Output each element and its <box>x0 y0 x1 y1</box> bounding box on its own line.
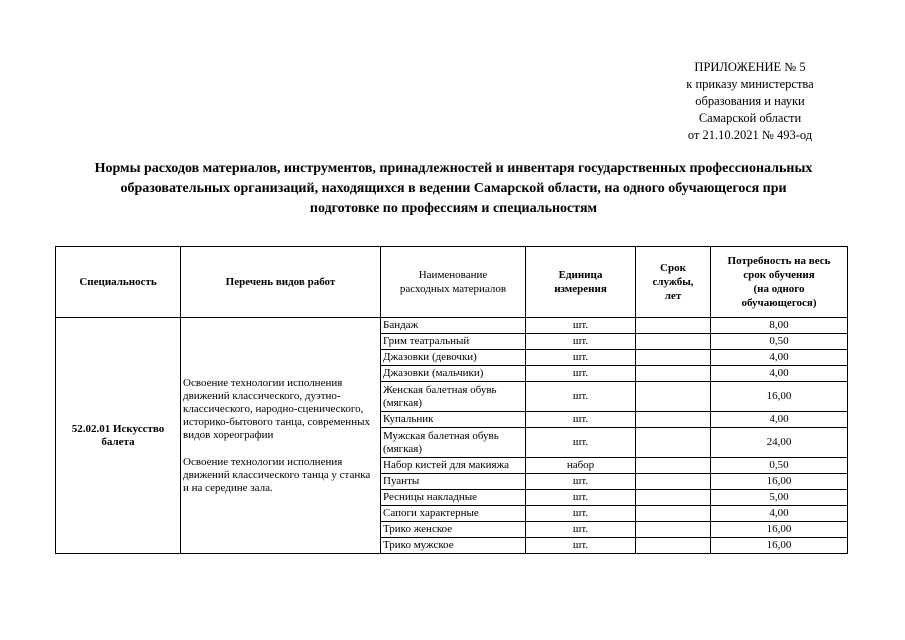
specialty-cell: 52.02.01 Искусство балета <box>56 318 181 554</box>
appendix-line: Самарской области <box>698 111 802 125</box>
unit-cell: шт. <box>526 382 636 412</box>
header-specialty: Специальность <box>56 247 181 318</box>
unit-cell: шт. <box>526 490 636 506</box>
material-name: Джазовки (девочки) <box>381 350 526 366</box>
unit-cell: шт. <box>526 366 636 382</box>
appendix-line: от 21.10.2021 № 493-од <box>687 128 813 142</box>
material-name: Мужская балетная обувь (мягкая) <box>381 428 526 458</box>
material-name: Сапоги характерные <box>381 506 526 522</box>
need-cell: 5,00 <box>711 490 848 506</box>
term-cell <box>636 474 711 490</box>
works-cell <box>181 318 381 554</box>
material-name: Бандаж <box>381 318 526 334</box>
term-cell <box>636 490 711 506</box>
appendix-block <box>640 59 860 144</box>
term-cell <box>636 382 711 412</box>
table-header-row <box>56 247 848 318</box>
header-unit: Единица измерения <box>526 247 636 318</box>
term-cell <box>636 366 711 382</box>
title-line: Нормы расходов материалов, инструментов, принадлежностей и инвентаря государственных профессиональных <box>94 161 813 176</box>
need-cell: 24,00 <box>711 428 848 458</box>
term-cell <box>636 522 711 538</box>
need-cell: 4,00 <box>711 350 848 366</box>
term-cell <box>636 350 711 366</box>
material-name: Ресницы накладные <box>381 490 526 506</box>
need-cell: 16,00 <box>711 522 848 538</box>
material-name: Грим театральный <box>381 334 526 350</box>
term-cell <box>636 428 711 458</box>
material-name: Набор кистей для макияжа <box>381 458 526 474</box>
material-name: Джазовки (мальчики) <box>381 366 526 382</box>
unit-cell: шт. <box>526 428 636 458</box>
table-row <box>56 318 848 334</box>
unit-cell: шт. <box>526 350 636 366</box>
term-cell <box>636 538 711 554</box>
header-works: Перечень видов работ <box>181 247 381 318</box>
appendix-line: к приказу министерства <box>686 77 814 91</box>
header-term: Срок службы, лет <box>636 247 711 318</box>
need-cell: 16,00 <box>711 382 848 412</box>
material-name: Трико мужское <box>381 538 526 554</box>
header-materials: Наименование расходных материалов <box>381 247 526 318</box>
unit-cell: шт. <box>526 538 636 554</box>
material-name: Женская балетная обувь (мягкая) <box>381 382 526 412</box>
title-line: образовательных организаций, находящихся в ведении Самарской области, на одного обучающегося при <box>120 181 787 196</box>
term-cell <box>636 318 711 334</box>
work-item: Освоение технологии исполнения движений классического танца у станка и на середине зала. <box>183 455 371 494</box>
norms-table <box>55 246 848 554</box>
term-cell <box>636 334 711 350</box>
need-cell: 0,50 <box>711 458 848 474</box>
unit-cell: шт. <box>526 522 636 538</box>
unit-cell: шт. <box>526 318 636 334</box>
appendix-line: ПРИЛОЖЕНИЕ № 5 <box>694 60 806 74</box>
unit-cell: шт. <box>526 334 636 350</box>
material-name: Купальник <box>381 412 526 428</box>
need-cell: 8,00 <box>711 318 848 334</box>
need-cell: 4,00 <box>711 506 848 522</box>
need-cell: 0,50 <box>711 334 848 350</box>
unit-cell: шт. <box>526 412 636 428</box>
material-name: Пуанты <box>381 474 526 490</box>
unit-cell: шт. <box>526 506 636 522</box>
need-cell: 16,00 <box>711 474 848 490</box>
work-item: Освоение технологии исполнения движений классического, дуэтно-классического, народно-сценического, историко-бытового танца, современных видов хореографии <box>183 376 370 441</box>
term-cell <box>636 412 711 428</box>
document-title <box>40 159 867 219</box>
need-cell: 4,00 <box>711 366 848 382</box>
appendix-line: образования и науки <box>695 94 805 108</box>
need-cell: 4,00 <box>711 412 848 428</box>
header-need: Потребность на весь срок обучения (на одного обучающегося) <box>711 247 848 318</box>
unit-cell: набор <box>526 458 636 474</box>
unit-cell: шт. <box>526 474 636 490</box>
term-cell <box>636 458 711 474</box>
material-name: Трико женское <box>381 522 526 538</box>
need-cell: 16,00 <box>711 538 848 554</box>
title-line: подготовке по профессиям и специальностям <box>309 201 598 216</box>
term-cell <box>636 506 711 522</box>
